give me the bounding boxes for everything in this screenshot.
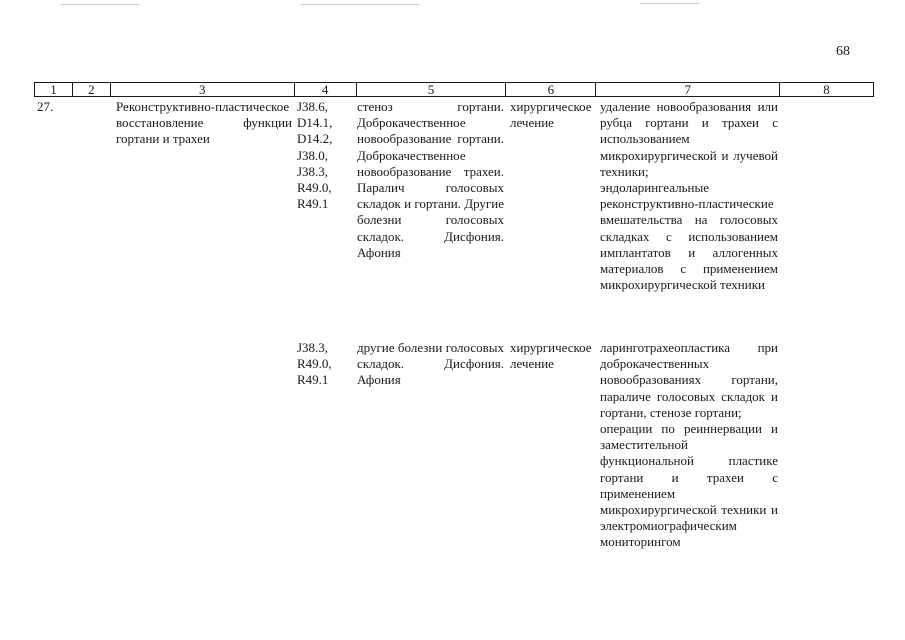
header-col-1: 1 xyxy=(35,83,73,96)
code: R49.0, xyxy=(297,180,332,196)
header-col-7: 7 xyxy=(596,83,780,96)
treatment-group-1: хирургическое лечение xyxy=(510,99,592,131)
page-number: 68 xyxy=(836,44,850,59)
header-col-8: 8 xyxy=(780,83,874,96)
code: J38.3, xyxy=(297,340,329,355)
diagnosis-group-2: другие болезни голосовых складок. Дисфония. Афония xyxy=(357,340,504,388)
header-col-4: 4 xyxy=(295,83,357,96)
code: J38.3, xyxy=(297,163,329,179)
code: D14.1, xyxy=(297,115,333,131)
header-col-3: 3 xyxy=(111,83,295,96)
header-col-2: 2 xyxy=(73,83,111,96)
code: R49.1 xyxy=(297,372,329,388)
code: J38.0, xyxy=(297,147,329,163)
treatment-group-2: хирургическое лечение xyxy=(510,340,592,372)
codes-group-2 xyxy=(297,340,355,389)
methods-group-2 xyxy=(600,340,778,551)
code: J38.6, xyxy=(297,99,329,114)
codes-group-1 xyxy=(297,99,355,212)
method-item: ларинготрахеопластика при доброкачественных новообразованиях гортани, параличе голосовых складок и гортани, стенозе гортани; xyxy=(600,340,778,420)
method-item: эндоларингеальные реконструктивно-пластические вмешательства на голосовых складках с использованием имплантатов и аллогенных материалов с применением микрохирургической техники xyxy=(600,180,778,293)
header-col-6: 6 xyxy=(506,83,596,96)
methods-group-1 xyxy=(600,99,778,293)
row-number: 27. xyxy=(37,99,54,114)
code: R49.0, xyxy=(297,356,332,372)
table-header xyxy=(34,82,874,97)
code: R49.1 xyxy=(297,196,329,212)
method-item: удаление новообразования или рубца гортани и трахеи с использованием микрохирургической и лучевой техники; xyxy=(600,99,778,179)
diagnosis-group-1: стеноз гортани. Доброкачественное новообразование гортани. Доброкачественное новообразование трахеи. Паралич голосовых складок и гортани. Другие болезни голосовых складок. Дисфония. Афония xyxy=(357,99,504,260)
method-item: операции по реиннервации и заместительной функциональной пластике гортани и трахеи с применением микрохирургической техники и электромиографическим мониторингом xyxy=(600,421,778,550)
code: D14.2, xyxy=(297,131,333,147)
header-col-5: 5 xyxy=(357,83,507,96)
intervention-name: Реконструктивно-пластическое восстановление функции гортани и трахеи xyxy=(116,99,292,147)
